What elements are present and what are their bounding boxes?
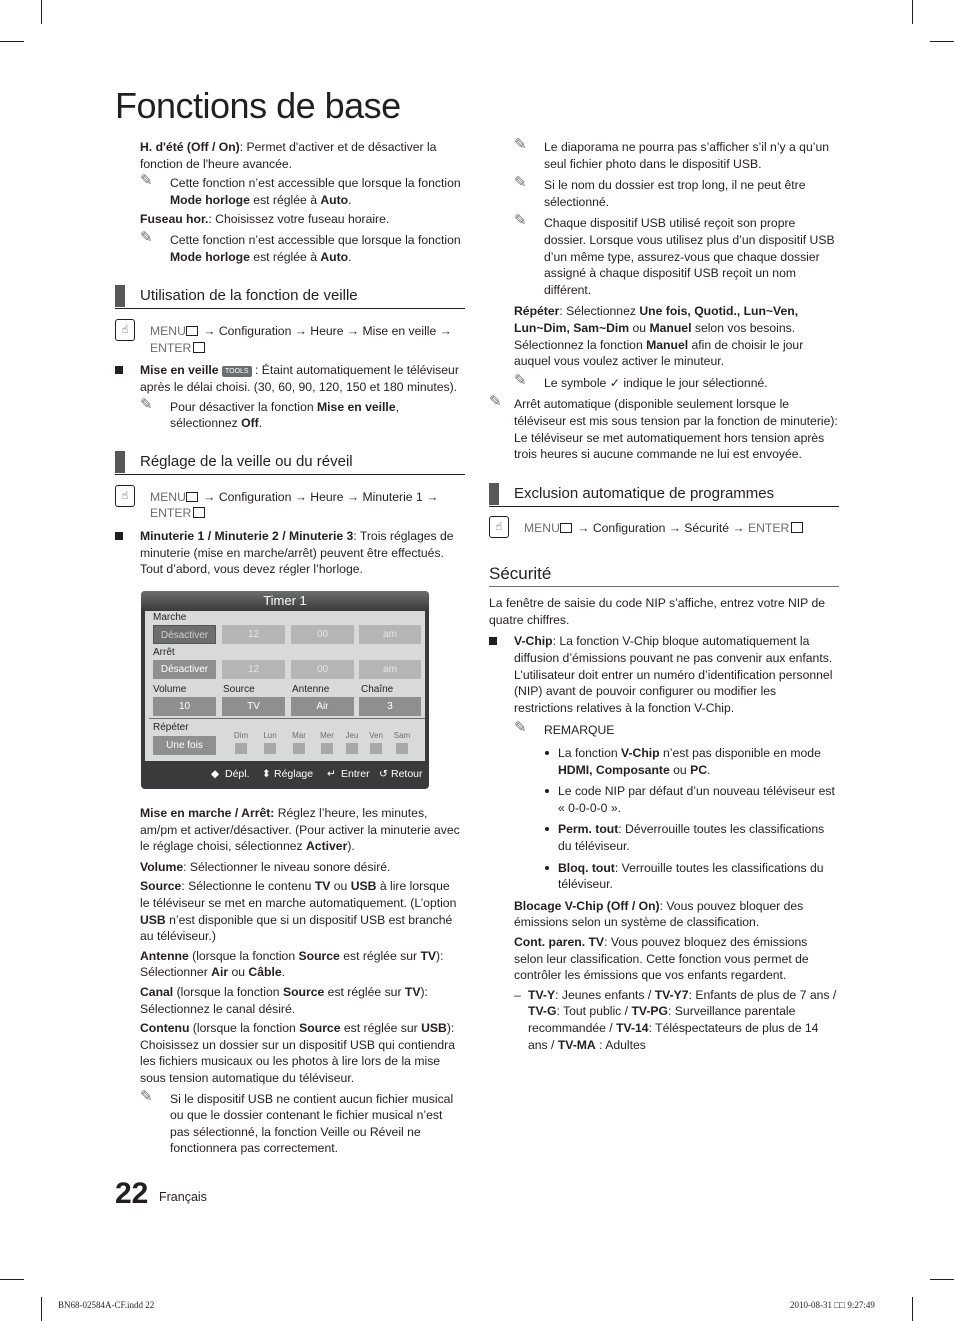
- timer-screen: [141, 591, 429, 789]
- antenne-paragraph: Antenne (lorsque la fonction Source est réglée sur TV): Sélectionner Air ou Câble.: [140, 948, 444, 980]
- crop-mark: [930, 41, 954, 42]
- pencil-icon: ✎: [489, 393, 502, 411]
- pencil-icon: ✎: [514, 174, 527, 192]
- day-label: Mer: [320, 731, 334, 740]
- list-item: La fonction V-Chip n’est pas disponible en mode HDMI, Composante ou PC.: [558, 745, 838, 778]
- fuseau-paragraph: Fuseau hor.: Choisissez votre fuseau horaire.: [140, 212, 390, 227]
- day-label: Ven: [369, 731, 383, 740]
- note: ✎ Si le dispositif USB ne contient aucun fichier musical ou que le dossier contenant le fichier musical n’est pas sélectionné, la fonction Veille ou Réveil ne fonctionnera pas correctement.: [140, 1087, 454, 1156]
- repeter-label: Répéter: [153, 722, 189, 733]
- note: ✎ Le diaporama ne pourra pas s’afficher s’il n’y a qu’un seul fichier photo dans le dispositif USB.: [514, 136, 829, 171]
- tools-icon: TOOLS: [222, 366, 252, 377]
- day-label: Dim: [233, 731, 249, 740]
- day-checkbox[interactable]: [235, 743, 247, 754]
- section-bar: [115, 451, 125, 473]
- repeter-paragraph: Répéter: Sélectionnez Une fois, Quotid., Lun~Ven, Lun~Dim, Sam~Dim ou Manuel selon vos besoins. Sélectionnez la fonction Manuel afin de choisir le jour auquel vous voulez activer le minuteur.: [514, 304, 804, 369]
- note: ✎ Si le nom du dossier est trop long, il ne peut être sélectionné.: [514, 174, 806, 209]
- return-label: Retour: [391, 768, 423, 780]
- dot-bullet: [545, 751, 549, 755]
- dot-bullet: [545, 789, 549, 793]
- dot-bullet: [545, 866, 549, 870]
- move-label: Dépl.: [225, 768, 250, 780]
- day-label: Lun: [263, 731, 277, 740]
- menu-path: ☝ MENU → Configuration → Heure → Minuterie 1 → ENTER: [115, 489, 462, 522]
- menu-path: ☝ MENU → Configuration → Sécurité → ENTER: [489, 520, 838, 537]
- securite-intro: La fenêtre de saisie du code NIP s’affiche, entrez votre NIP de quatre chiffres.: [489, 596, 826, 627]
- menu-icon: [186, 492, 198, 502]
- slug-right: 2010-08-31 □□ 9:27:49: [790, 1300, 875, 1310]
- note: ✎ REMARQUE: [514, 719, 615, 738]
- pencil-icon: ✎: [140, 172, 153, 190]
- hete-paragraph: H. d'été (Off / On): Permet d'activer et de désactiver la fonction de l'heure avancée.: [140, 140, 437, 171]
- crop-mark: [0, 41, 24, 42]
- move-arrows-icon: ◆: [211, 768, 220, 780]
- volume-paragraph: Volume: Sélectionner le niveau sonore désiré.: [140, 859, 391, 874]
- volume-field[interactable]: 10: [153, 697, 216, 716]
- note: ✎ Pour désactiver la fonction Mise en veille, sélectionnez Off.: [140, 395, 399, 431]
- dot-bullet: [545, 827, 549, 831]
- note: ✎ Cette fonction n’est accessible que lorsque la fonction Mode horloge est réglée à Auto.: [140, 172, 461, 207]
- timer-body: [145, 611, 425, 761]
- list-item: Bloq. tout: Verrouille toutes les classifications du téléviseur.: [558, 860, 838, 893]
- day-label: Sam: [393, 731, 411, 740]
- arret-toggle[interactable]: Désactiver: [153, 660, 216, 679]
- pencil-icon: ✎: [514, 136, 527, 153]
- check-icon: ✓: [609, 375, 620, 390]
- chaine-label: Chaîne: [361, 684, 394, 695]
- enter-icon: [791, 522, 803, 533]
- section-bar: [115, 285, 125, 307]
- remark-list: [514, 745, 838, 893]
- ratings-list-item: – TV-Y: Jeunes enfants / TV-Y7: Enfants de plus de 7 ans / TV-G: Tout public / TV-PG: Surveillance parentale recommandée / TV-14: Téléspectateurs de plus de 14 ans / TV-MA : Adultes: [514, 987, 837, 1052]
- return-icon: ↺: [379, 768, 388, 780]
- pencil-icon: ✎: [140, 395, 153, 413]
- source-field[interactable]: TV: [222, 697, 285, 716]
- marche-hour[interactable]: 12: [222, 625, 285, 644]
- enter-icon: ↵: [327, 768, 336, 780]
- source-label: Source: [223, 684, 255, 695]
- arret-label: Arrêt: [153, 647, 175, 658]
- day-checkbox[interactable]: [264, 743, 276, 754]
- marche-toggle[interactable]: Désactiver: [153, 625, 216, 644]
- enter-label: Entrer: [341, 768, 370, 780]
- adjust-label: Réglage: [274, 768, 314, 780]
- pencil-icon: ✎: [514, 212, 527, 230]
- day-checkbox[interactable]: [293, 743, 305, 754]
- menu-icon: [560, 523, 572, 533]
- note: ✎ Chaque dispositif USB utilisé reçoit son propre dossier. Lorsque vous utilisez plus d’un dispositif USB d’un même type, assurez-vous que chaque dossier assigné à chaque dispositif USB reçoit un nom différent.: [514, 212, 835, 297]
- section-heading-exclusion: Exclusion automatique de programmes: [489, 483, 839, 507]
- timer-title: Timer 1: [141, 591, 429, 611]
- section-heading-veille: Utilisation de la fonction de veille: [115, 285, 465, 309]
- volume-label: Volume: [153, 684, 187, 695]
- enter-icon: [193, 507, 205, 518]
- section-heading-reveil: Réglage de la veille ou du réveil: [115, 451, 465, 475]
- crop-mark: [0, 1279, 24, 1280]
- list-item: V-Chip: La fonction V-Chip bloque automatiquement la diffusion d’émissions pouvant ne pas convenir aux enfants. L’utilisateur doit entrer un numéro d’identification personnel (NIP) avant de pouvoir configurer ou modifier les restrictions relatives à la fonction V-Chip.: [514, 633, 838, 716]
- slug-left: BN68-02584A-CF.indd 22: [58, 1300, 155, 1310]
- timer-footer: [141, 763, 429, 785]
- section-heading-securite: Sécurité: [489, 563, 839, 587]
- note: ✎ Le symbole ✓ indique le jour sélectionné.: [514, 371, 768, 390]
- left-column: [121, 139, 462, 578]
- pencil-icon: ✎: [140, 228, 153, 246]
- list-item: Perm. tout: Déverrouille toutes les classifications du téléviseur.: [558, 821, 838, 854]
- square-bullet: [115, 532, 123, 540]
- cont-paren-paragraph: Cont. paren. TV: Vous pouvez bloquez des émissions selon leur classification. Cette fonction vous permet de contrôler les émissions que vos enfants regardent.: [514, 934, 809, 983]
- left-column-lower: [140, 805, 462, 1157]
- square-bullet: [115, 366, 123, 374]
- enter-icon: [193, 342, 205, 353]
- language-label: Français: [159, 1190, 207, 1204]
- arret-minute[interactable]: 00: [291, 660, 354, 679]
- pencil-icon: ✎: [140, 1087, 153, 1105]
- arret-hour[interactable]: 12: [222, 660, 285, 679]
- crop-mark: [41, 0, 42, 24]
- section-bar: [489, 483, 499, 505]
- menu-path: ☝ MENU → Configuration → Heure → Mise en veille → ENTER: [115, 323, 462, 356]
- day-checkbox[interactable]: [396, 743, 408, 754]
- repeter-field[interactable]: Une fois: [153, 736, 216, 755]
- arret-ampm[interactable]: am: [359, 660, 421, 679]
- crop-mark: [912, 1297, 913, 1321]
- marche-label: Marche: [153, 612, 187, 623]
- crop-mark: [41, 1297, 42, 1321]
- square-bullet: [489, 637, 497, 645]
- hand-icon: ☝: [489, 516, 509, 538]
- crop-mark: [912, 0, 913, 24]
- day-label: Jeu: [345, 731, 359, 740]
- crop-mark: [930, 1279, 954, 1280]
- marche-minute[interactable]: 00: [291, 625, 354, 644]
- pencil-icon: ✎: [514, 371, 527, 389]
- note: ✎ Arrêt automatique (disponible seulement lorsque le téléviseur est mis sous tension par la fonction de minuterie): Le téléviseur se met automatiquement hors tension après trois heures si aucune commande ne lui est envoyée.: [489, 393, 838, 462]
- hand-icon: ☝: [115, 319, 135, 341]
- contenu-paragraph: Contenu (lorsque la fonction Source est réglée sur USB): Choisissez un dossier sur un dispositif USB qui contiendra les fichiers musicaux ou les photos à lire lors de la mise sous tension automatique du téléviseur.: [140, 1021, 456, 1085]
- right-column: [489, 136, 838, 1053]
- source-paragraph: Source: Sélectionne le contenu TV ou USB à lire lorsque le téléviseur se met en marche automatiquement. (L’option USB n’est disponible que si un dispositif USB est branché au téléviseur.): [140, 879, 457, 944]
- day-checkbox[interactable]: [346, 743, 358, 754]
- mise-marche-paragraph: Mise en marche / Arrêt: Réglez l’heure, les minutes, am/pm et activer/désactiver. (Pour activer la minuterie avec le réglage choisi, sélectionnez Activer).: [140, 806, 460, 854]
- list-item: Minuterie 1 / Minuterie 2 / Minuterie 3: Trois réglages de minuterie (mise en marche/arrêt) peuvent être effectués. Tout d’abord, vous devez régler l’horloge.: [140, 528, 462, 578]
- list-item: Mise en veille TOOLS : Étaint automatiquement le téléviseur après le délai choisi. (30, 60, 90, 120, 150 et 180 minutes).: [140, 362, 462, 395]
- list-item: Le code NIP par défaut d’un nouveau téléviseur est « 0-0-0-0 ».: [558, 783, 838, 816]
- marche-ampm[interactable]: am: [359, 625, 421, 644]
- pencil-icon: ✎: [514, 719, 527, 737]
- updown-icon: ⬍: [262, 768, 271, 780]
- divider: [149, 718, 425, 719]
- antenne-label: Antenne: [292, 684, 330, 695]
- dash-bullet: –: [514, 987, 521, 1002]
- page-title: Fonctions de base: [115, 85, 401, 126]
- menu-icon: [186, 326, 198, 336]
- day-checkbox[interactable]: [321, 743, 333, 754]
- chaine-field[interactable]: 3: [359, 697, 421, 716]
- day-label: Mar: [292, 731, 306, 740]
- note: ✎ Cette fonction n’est accessible que lorsque la fonction Mode horloge est réglée à Auto.: [140, 228, 461, 264]
- antenne-field[interactable]: Air: [291, 697, 354, 716]
- blocage-paragraph: Blocage V-Chip (Off / On): Vous pouvez bloquer des émissions selon un système de classification.: [514, 898, 804, 930]
- canal-paragraph: Canal (lorsque la fonction Source est réglée sur TV): Sélectionnez le canal désiré.: [140, 984, 428, 1016]
- page-number: 22: [115, 1177, 149, 1210]
- day-checkbox[interactable]: [370, 743, 382, 754]
- hand-icon: ☝: [115, 485, 135, 507]
